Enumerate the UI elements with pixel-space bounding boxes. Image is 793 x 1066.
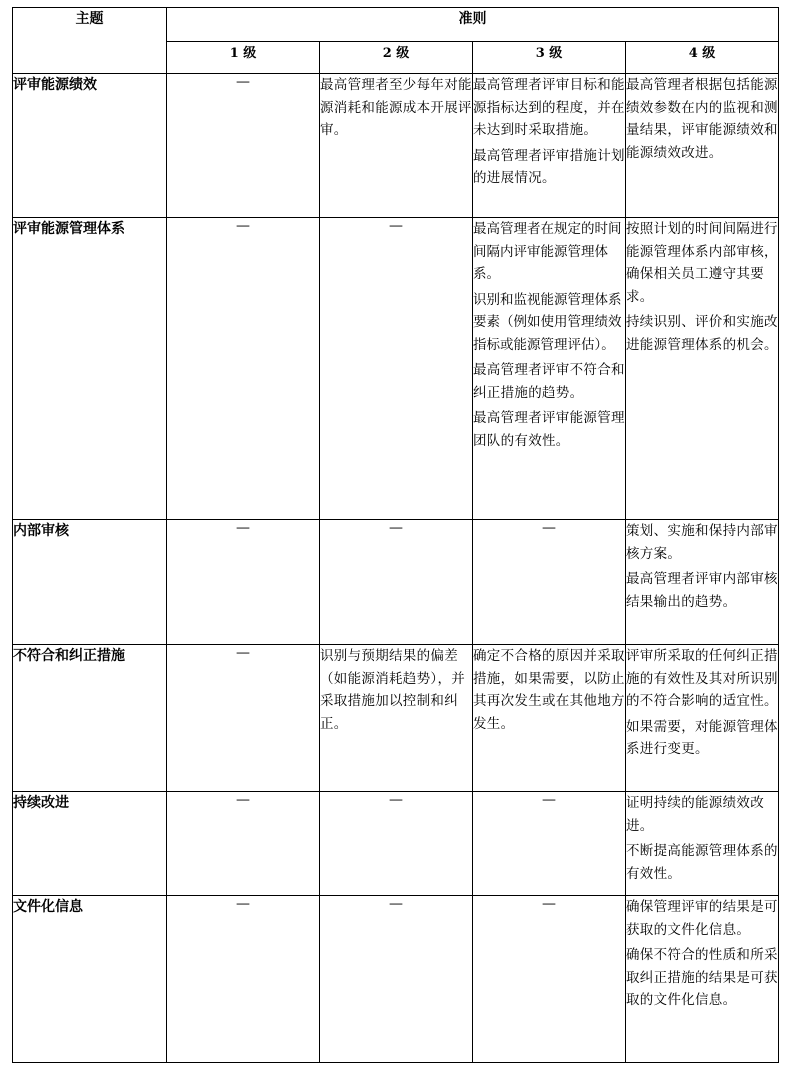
empty-cell-dash: — xyxy=(320,218,473,520)
criteria-text: 确定不合格的原因并采取措施，如果需要，以防止其再次发生或在其他地方发生。 xyxy=(473,648,625,732)
row-topic: 评审能源绩效 xyxy=(13,74,167,218)
level-1-header: 1 级 xyxy=(167,42,320,74)
criteria-text: 最高管理者在规定的时间间隔内评审能源管理体系。 xyxy=(473,221,622,282)
empty-cell-dash: — xyxy=(320,896,473,1063)
criteria-text: 最高管理者根据包括能源绩效参数在内的监视和测量结果，评审能源绩效和能源绩效改进。 xyxy=(626,77,778,161)
criteria-text: 确保管理评审的结果是可获取的文件化信息。 xyxy=(626,899,778,938)
criteria-text: 最高管理者评审措施计划的进展情况。 xyxy=(473,147,625,186)
table-row xyxy=(13,74,779,218)
empty-cell-dash: — xyxy=(167,792,320,896)
criteria-header: 准则 xyxy=(167,8,779,42)
level-3-criteria-cell xyxy=(473,218,626,520)
criteria-text: 按照计划的时间间隔进行能源管理体系内部审核，确保相关员工遵守其要求。 xyxy=(626,221,778,305)
criteria-text: 最高管理者评审目标和能源指标达到的程度，并在未达到时采取措施。 xyxy=(473,77,625,138)
criteria-text: 识别和监视能源管理体系要素（例如使用管理绩效指标或能源管理评估）。 xyxy=(473,291,622,353)
level-4-criteria-cell xyxy=(626,792,779,896)
topic-header: 主题 xyxy=(13,8,167,74)
row-topic: 内部审核 xyxy=(13,520,167,645)
criteria-text: 识别与预期结果的偏差（如能源消耗趋势），并采取措施加以控制和纠正。 xyxy=(320,648,466,732)
criteria-text: 评审所采取的任何纠正措施的有效性及其对所识别的不符合影响的适宜性。 xyxy=(626,648,778,709)
level-2-header: 2 级 xyxy=(320,42,473,74)
level-2-criteria-cell xyxy=(320,645,473,792)
table-row xyxy=(13,218,779,520)
empty-cell-dash: — xyxy=(473,520,626,645)
level-4-criteria-cell xyxy=(626,645,779,792)
criteria-text: 确保不符合的性质和所采取纠正措施的结果是可获取的文件化信息。 xyxy=(626,947,778,1008)
level-4-criteria-cell xyxy=(626,520,779,645)
criteria-text: 最高管理者至少每年对能源消耗和能源成本开展评审。 xyxy=(320,77,472,138)
empty-cell-dash: — xyxy=(473,792,626,896)
row-topic: 评审能源管理体系 xyxy=(13,218,167,520)
empty-cell-dash: — xyxy=(167,218,320,520)
table-row xyxy=(13,896,779,1063)
table-row xyxy=(13,645,779,792)
level-3-header: 3 级 xyxy=(473,42,626,74)
header-row-top xyxy=(13,8,779,42)
criteria-text: 最高管理者评审内部审核结果输出的趋势。 xyxy=(626,571,778,610)
criteria-text: 最高管理者评审不符合和纠正措施的趋势。 xyxy=(473,362,625,401)
empty-cell-dash: — xyxy=(167,896,320,1063)
empty-cell-dash: — xyxy=(167,74,320,218)
row-topic: 不符合和纠正措施 xyxy=(13,645,167,792)
empty-cell-dash: — xyxy=(473,896,626,1063)
criteria-text: 证明持续的能源绩效改进。 xyxy=(626,795,764,834)
row-topic: 持续改进 xyxy=(13,792,167,896)
empty-cell-dash: — xyxy=(320,520,473,645)
empty-cell-dash: — xyxy=(167,645,320,792)
table-row xyxy=(13,792,779,896)
criteria-text: 持续识别、评价和实施改进能源管理体系的机会。 xyxy=(626,314,778,353)
criteria-text: 如果需要，对能源管理体系进行变更。 xyxy=(626,718,778,757)
level-4-criteria-cell xyxy=(626,74,779,218)
level-3-criteria-cell xyxy=(473,74,626,218)
level-3-criteria-cell xyxy=(473,645,626,792)
row-topic: 文件化信息 xyxy=(13,896,167,1063)
criteria-table xyxy=(12,7,779,1063)
table-body xyxy=(13,8,779,1063)
criteria-text: 最高管理者评审能源管理团队的有效性。 xyxy=(473,410,625,449)
criteria-text: 不断提高能源管理体系的有效性。 xyxy=(626,843,778,882)
level-4-criteria-cell xyxy=(626,896,779,1063)
criteria-text: 策划、实施和保持内部审核方案。 xyxy=(626,523,778,562)
level-4-header: 4 级 xyxy=(626,42,779,74)
empty-cell-dash: — xyxy=(320,792,473,896)
empty-cell-dash: — xyxy=(167,520,320,645)
table-row xyxy=(13,520,779,645)
level-2-criteria-cell xyxy=(320,74,473,218)
level-4-criteria-cell xyxy=(626,218,779,520)
